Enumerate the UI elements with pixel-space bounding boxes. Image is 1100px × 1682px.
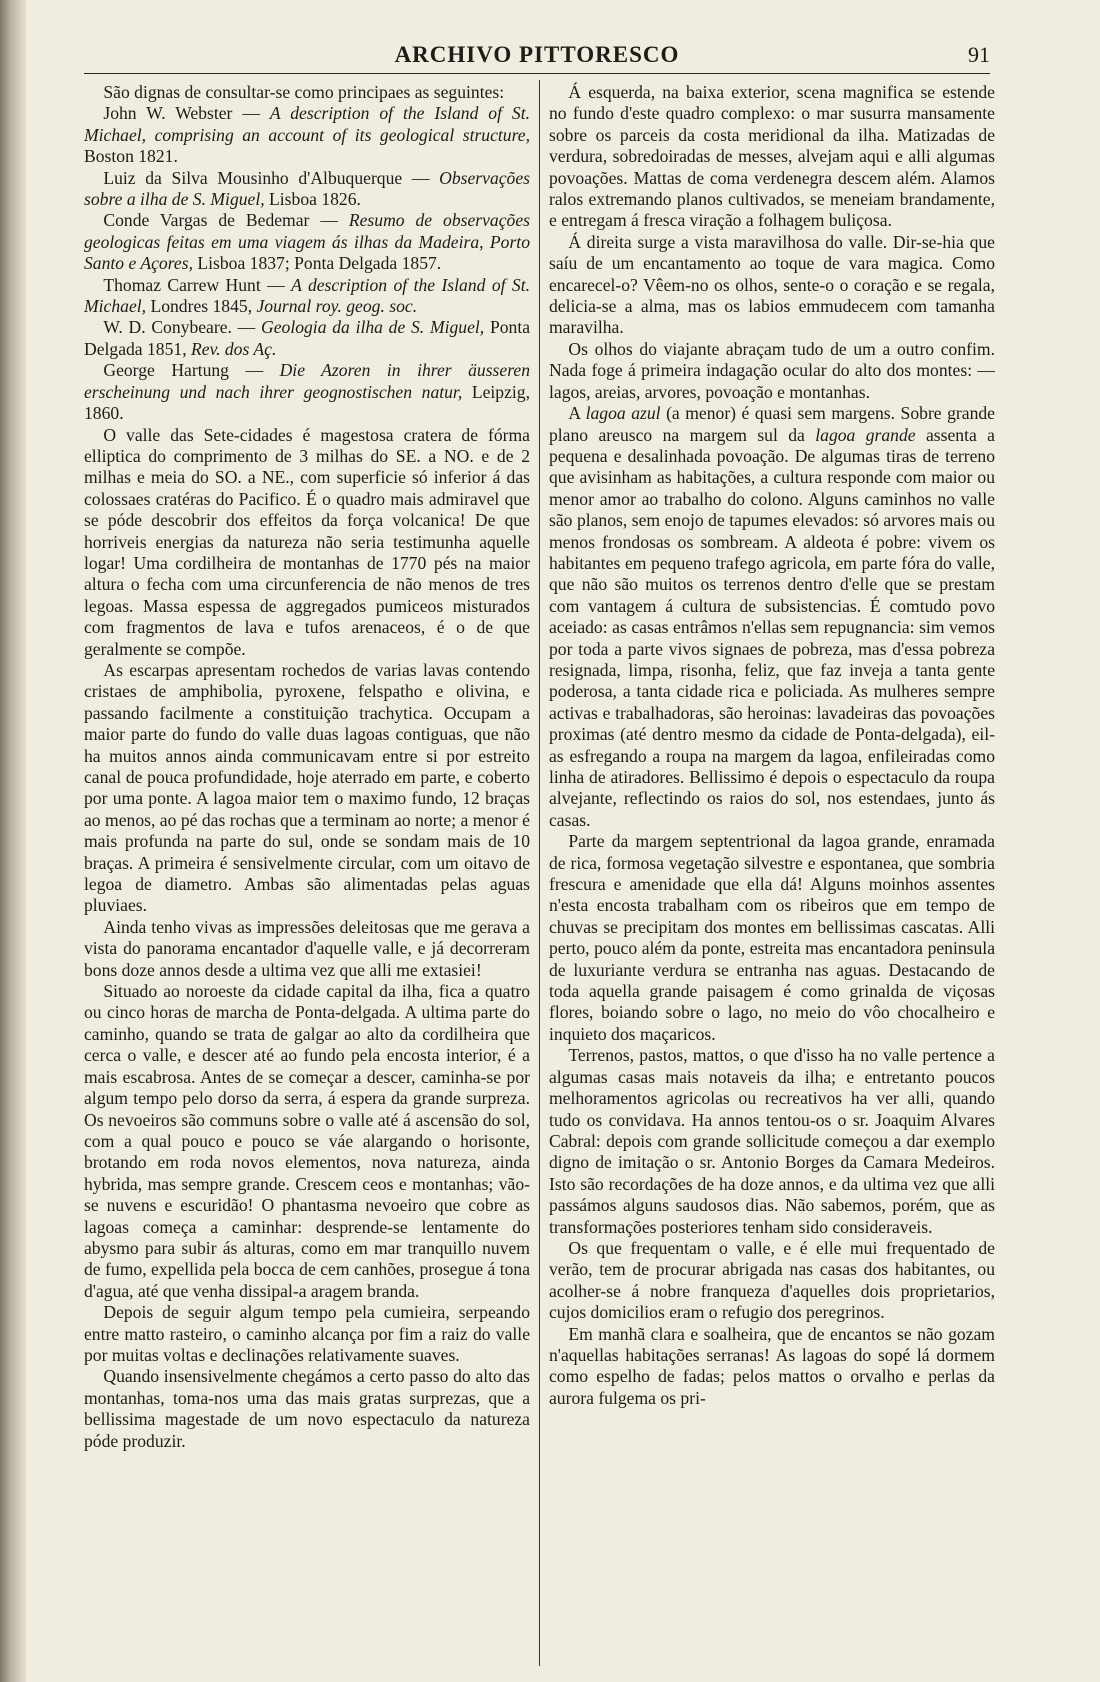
body-paragraph: Terrenos, pastos, mattos, o que d'isso ha no valle pertence a algumas casas mais notaveis da ilha; e entretanto poucos melhoramentos agricolas ou recreativos ha ver alli, quando tudo os convidava. Ha annos tentou-os o sr. Joaquim Alvares Cabral: depois com grande sollicitude começou a dar exemplo digno de imitação o sr. Antonio Borges da Camara Medeiros. Isto são recordações de ha doze annos, e da ultima vez que alli passámos alguns saudosos dias. Não sabemos, porém, que as transformações posteriores tenham sido consideraveis.: [549, 1045, 995, 1237]
right-column: [549, 82, 995, 1672]
bibliography-entry: [84, 360, 530, 424]
running-title: ARCHIVO PITTORESCO: [394, 42, 680, 67]
body-paragraph-lagoa: [549, 403, 995, 831]
bib-title: Observações sobre a ilha de S. Miguel,: [84, 167, 530, 210]
bib-author: John W. Webster —: [103, 103, 260, 124]
body-paragraph: Á direita surge a vista maravilhosa do valle. Dir-se-hia que saíu de um encantamento ao toque de vara magica. Como encarecel-o? Vêem-no os olhos, sente-o o coração e se regala, delicia-se a alma, mas os labios emmudecem com tamanha maravilha.: [549, 231, 995, 338]
bib-title: A description of the Island of St. Michael, comprising an account of its geological structure,: [84, 103, 530, 145]
bib-journal: Rev. dos Aç.: [191, 338, 277, 359]
bib-journal: Journal roy. geog. soc.: [256, 296, 418, 317]
bib-publication: Lisboa 1826.: [269, 189, 361, 210]
bib-title: Die Azoren in ihrer äusseren erscheinung und nach ihrer geognostischen natur,: [84, 360, 530, 402]
body-paragraph: Os que frequentam o valle, e é elle mui frequentado de verão, tem de procurar abrigada nas casas dos habitantes, ou acolher-se á nobre franqueza d'aquelles dois proprietarios, cujos domicilios eram o refugio dos peregrinos.: [549, 1237, 995, 1323]
bib-author: Luiz da Silva Mousinho d'Albuquerque —: [103, 167, 430, 188]
bibliography-entry: [84, 168, 530, 211]
bib-publication: Lisboa 1837; Ponta Delgada 1857.: [197, 253, 442, 274]
page-binding-shadow: [0, 0, 26, 1682]
text-run: A: [568, 403, 581, 424]
bib-publication: Londres 1845,: [150, 296, 253, 317]
body-paragraph: O valle das Sete-cidades é magestosa cratera de fórma elliptica do comprimento de 3 milhas do SE. a NO. e de 2 milhas e meia do SO. a NE., com superficie só inferior á das colossaes cratéras do Pacifico. É o quadro mais admiravel que se póde descobrir dos effeitos da força volcanica! De que horriveis energias da natureza não seria testimunha aquelle logar! Uma cordilheira de montanhas de 1770 pés na maior altura o fecha com uma circunferencia de não menos de tres legoas. Massa espessa de aggregados pumiceos misturados com fragmentos de lava e tufos arenaceos, é o de que geralmente se compõe.: [84, 424, 530, 659]
bib-publication: Ponta Delgada 1851,: [84, 317, 530, 359]
bib-publication: Boston 1821.: [84, 146, 178, 167]
body-paragraph: Os olhos do viajante abraçam tudo de um a outro confim. Nada foge á primeira indagação ocular do alto dos montes: — lagos, areias, arvores, povoação e montanhas.: [549, 338, 995, 402]
bibliography-entry: [84, 210, 530, 274]
bib-title: Resumo de observações geologicas feitas em uma viagem ás ilhas da Madeira, Porto Santo e Açores,: [84, 210, 530, 274]
body-paragraph: Situado ao noroeste da cidade capital da ilha, fica a quatro ou cinco horas de marcha de Ponta-delgada. A ultima parte do caminho, quando se trata de galgar ao alto da cordilheira que cerca o valle, e descer até ao fundo pela encosta interior, é a mais escabrosa. Antes de se começar a descer, caminha-se por algum tempo pelo dorso da serra, á espera da grande surpreza. Os nevoeiros são communs sobre o valle até á ascensão do sol, com a qual pouco e pouco se váe alargando o horisonte, brotando em roda novos elementos, nova natureza, ainda hybrida, mas sempre grande. Crescem ceos e montanhas; vão-se nuvens e escuridão! O phantasma nevoeiro que cobre as lagoas começa a caminhar: desprende-se lentamente do abysmo para subir ás alturas, como em mar tranquillo nuvem de fumo, expellida pela bocca de cem canhões, prosegue á tona d'agua, até que venha dissipal-a aragem branda.: [84, 981, 530, 1301]
column-divider: [539, 80, 540, 1666]
bibliography-entry: [84, 275, 530, 318]
body-paragraph: Ainda tenho vivas as impressões deleitosas que me gerava a vista do panorama encantador d'aquelle valle, e já decorreram bons doze annos desde a ultima vez que alli me extasiei!: [84, 916, 530, 980]
italic-term: lagoa grande: [815, 424, 916, 445]
text-run: (a menor) é quasi sem margens. Sobre grande plano areusco na margem sul da: [549, 403, 995, 445]
page-number: 91: [968, 42, 990, 67]
body-paragraph: Em manhã clara e soalheira, que de encantos se não gozam n'aquellas habitações serranas! As lagoas do sopé lá dormem como espelho de fadas; pelos mattos o orvalho e perlas da aurora fulgema os pri-: [549, 1323, 995, 1408]
bib-title: Geologia da ilha de S. Miguel,: [261, 317, 485, 338]
bib-author: Thomaz Carrew Hunt —: [103, 274, 285, 295]
body-paragraph: As escarpas apresentam rochedos de varias lavas contendo cristaes de amphibolia, pyroxene, felspatho e olivina, e passando facilmente a constituição trachytica. Occupam a maior parte do fundo do valle duas lagoas contiguas, que não ha muitos annos ainda communicavam entre si por estreito canal de pouca profundidade, hoje aterrado em parte, e coberto por uma ponte. A lagoa maior tem o maximo fundo, 12 braças ao menos, ao pé das rochas que a terminam ao norte; a menor é mais profunda na parte do sul, onde se sondam mais de 10 braças. A primeira é sensivelmente circular, com um oitavo de legoa de diametro. Ambas são alimentadas pelas aguas pluviaes.: [84, 659, 530, 916]
bib-title: A description of the Island of St. Michael,: [84, 274, 530, 317]
body-paragraph: Parte da margem septentrional da lagoa grande, enramada de rica, formosa vegetação silvestre e espontanea, que sombria frescura e amenidade que ella dá! Alguns moinhos assentes n'esta encosta trabalham com os ribeiros que em tempo de chuvas se precipitam dos montes em bellissimas cascatas. Alli perto, pouco além da ponte, estreita mas encantadora peninsula de luxuriante verdura se entranha nas aguas. Destacando de toda aquella grande paisagem é como grinalda de viçosas flores, boiando sobre o lago, no meio do vôo chocalheiro e inquieto dos maçaricos.: [549, 831, 995, 1044]
bibliography-entry: [84, 103, 530, 167]
left-column: [84, 82, 530, 1672]
bib-author: W. D. Conybeare. —: [103, 317, 256, 338]
bib-publication: Leipzig, 1860.: [84, 381, 530, 424]
text-run: assenta a pequena e desalinhada povoação. De algumas tiras de terreno que avisinham as habitações, a cultura responde com maior ou menor amor ao trabalho do colono. Alguns caminhos no valle são planos, sem enojo de tapumes elevados: só arvores mais ou menos frondosas os sombream. A aldeota é pobre: vivem os habitantes em pequeno trafego agricola, em parte fóra do valle, que não são muitos os terrenos dentro d'elle que se prestam com vantagem á cultura de subsistencias. É comtudo povo aceiado: as casas entrâmos n'ellas sem repugnancia: sim vemos por toda a parte vivos signaes de pobreza, mas d'essa pobreza resignada, limpa, risonha, feliz, que faz inveja a tanta gente poderosa, a tanta cidade rica e policiada. As mulheres sempre activas e trabalhadoras, são heroinas: lavadeiras das povoações proximas (até dentro mesmo da cidade de Ponta-delgada), eil-as esfregando a roupa na margem da lagoa, enfileiradas como linha de atiradores. Bellissimo é depois o espectaculo da roupa alvejante, reflectindo os raios do sol, nos estendaes, junto ás casas.: [549, 424, 995, 830]
page-header: [84, 42, 990, 72]
bib-author: George Hartung —: [103, 360, 264, 381]
body-paragraph: Á esquerda, na baixa exterior, scena magnifica se estende no fundo d'este quadro complexo: o mar susurra mansamente sobre os parceis da costa meridional da ilha. Matizadas de verdura, sobredoiradas de messes, alvejam aqui e alli algumas povoações. Mattas de coma verdenegra descem além. Alamos ralos extremando planos cultivados, se meneiam brandamente, e entregam á fresca viração a folhagem buliçosa.: [549, 82, 995, 231]
intro-paragraph: São dignas de consultar-se como principaes as seguintes:: [103, 82, 505, 102]
italic-term: lagoa azul: [585, 403, 661, 424]
bibliography-entry: [84, 317, 530, 360]
header-rule: [84, 73, 990, 74]
body-paragraph: Quando insensivelmente chegámos a certo passo do alto das montanhas, toma-nos uma das mais gratas surprezas, que a bellissima magestade de um novo espectaculo da natureza póde produzir.: [84, 1366, 530, 1451]
bib-author: Conde Vargas de Bedemar —: [103, 210, 338, 231]
body-paragraph: Depois de seguir algum tempo pela cumieira, serpeando entre matto rasteiro, o caminho alcança por fim a raiz do valle por muitas voltas e declinações relativamente suaves.: [84, 1302, 530, 1365]
